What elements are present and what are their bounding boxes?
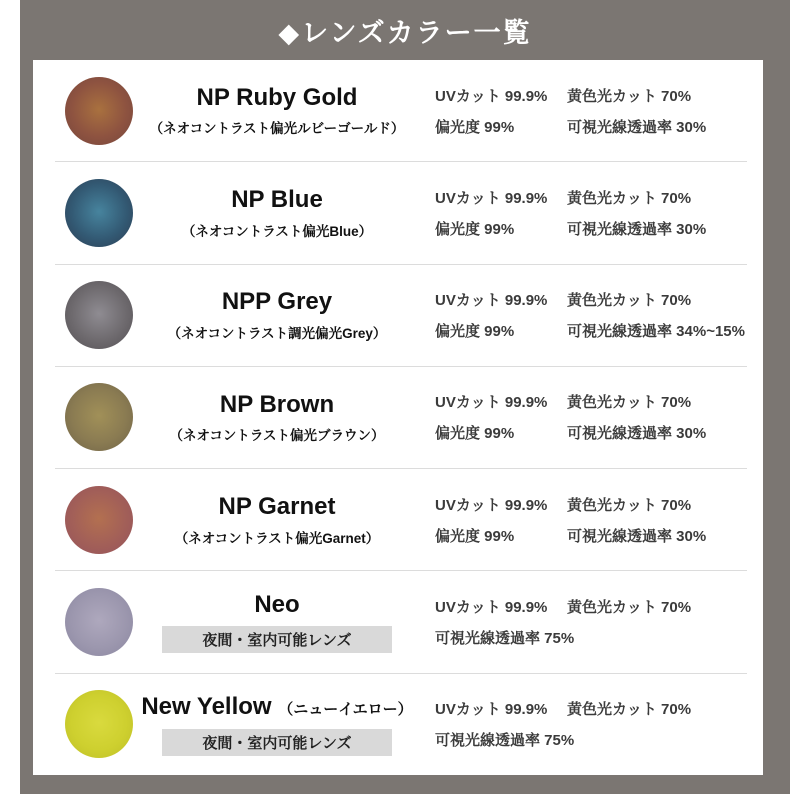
spec-yellow-cut: 黄色光カット 70% <box>567 87 692 105</box>
spec-polarization: 偏光度 99% <box>435 527 515 545</box>
spec-empty <box>567 729 747 750</box>
lens-name-block <box>133 288 421 342</box>
lens-name: NP Ruby Gold <box>196 83 358 111</box>
lens-row-np-brown <box>55 367 747 469</box>
lens-name-block <box>133 591 421 654</box>
spec-uv-cut: UVカット 99.9% <box>435 87 548 105</box>
spec-yellow-cut: 黄色光カット 70% <box>567 496 692 514</box>
night-indoor-badge: 夜間・室内可能レンズ <box>162 729 392 756</box>
page-title: ◆レンズカラー一覧 <box>278 17 532 48</box>
spec-transmittance: 可視光線透過率 30% <box>567 220 707 238</box>
spec-transmittance: 可視光線透過率 30% <box>567 118 707 136</box>
spec-polarization: 偏光度 99% <box>435 323 515 341</box>
spec-transmittance: 可視光線透過率 34%~15% <box>567 323 745 341</box>
lens-subtitle: （ネオコントラスト偏光Garnet） <box>174 530 380 546</box>
lens-row-neo <box>55 571 747 673</box>
spec-yellow-cut: 黄色光カット 70% <box>567 701 692 719</box>
lens-specs <box>421 85 747 137</box>
lens-name: Neo <box>254 590 300 618</box>
spec-yellow-cut: 黄色光カット 70% <box>567 292 692 310</box>
lens-name-block <box>133 391 421 445</box>
lens-row-np-ruby-gold <box>55 60 747 162</box>
lens-subtitle: （ネオコントラスト偏光ルビーゴールド） <box>149 121 405 137</box>
spec-transmittance: 可視光線透過率 75% <box>435 732 575 750</box>
spec-transmittance: 可視光線透過率 30% <box>567 527 707 545</box>
lens-swatch-grey <box>65 281 133 349</box>
night-indoor-badge: 夜間・室内可能レンズ <box>162 626 392 653</box>
lens-swatch-garnet <box>65 486 133 554</box>
spec-uv-cut: UVカット 99.9% <box>435 496 548 514</box>
spec-yellow-cut: 黄色光カット 70% <box>567 599 692 617</box>
lens-row-np-blue <box>55 162 747 264</box>
spec-uv-cut: UVカット 99.9% <box>435 599 548 617</box>
spec-yellow-cut: 黄色光カット 70% <box>567 394 692 412</box>
lens-swatch-blue <box>65 179 133 247</box>
spec-yellow-cut: 黄色光カット 70% <box>567 189 692 207</box>
lens-swatch-brown <box>65 383 133 451</box>
lens-name-text: New Yellow <box>141 693 272 721</box>
lens-specs <box>421 494 747 546</box>
lens-row-new-yellow <box>55 674 747 775</box>
lens-name: NP Brown <box>219 390 335 418</box>
spec-uv-cut: UVカット 99.9% <box>435 701 548 719</box>
spec-polarization: 偏光度 99% <box>435 118 515 136</box>
lens-specs <box>421 698 747 750</box>
lens-name: NP Blue <box>231 186 323 214</box>
lens-swatch-neo <box>65 588 133 656</box>
spec-uv-cut: UVカット 99.9% <box>435 292 548 310</box>
spec-polarization: 偏光度 99% <box>435 220 515 238</box>
lens-swatch-ruby-gold <box>65 77 133 145</box>
lens-name-block <box>133 693 421 756</box>
lens-name: NP Garnet <box>218 492 336 520</box>
lens-subtitle: （ネオコントラスト調光偏光Grey） <box>167 326 387 341</box>
lens-specs <box>421 187 747 239</box>
spec-polarization: 偏光度 99% <box>435 425 515 443</box>
lens-name-block <box>133 186 421 240</box>
spec-uv-cut: UVカット 99.9% <box>435 394 548 412</box>
lens-specs <box>421 596 747 648</box>
lens-name-block <box>133 493 421 547</box>
lens-specs <box>421 289 747 341</box>
spec-transmittance: 可視光線透過率 30% <box>567 425 707 443</box>
lens-name: NPP Grey <box>221 288 333 316</box>
lens-specs <box>421 391 747 443</box>
lens-row-np-garnet <box>55 469 747 571</box>
spec-empty <box>567 627 747 648</box>
lens-name-kana: （ニューイエロー） <box>278 701 413 719</box>
lens-subtitle: （ネオコントラスト偏光ブラウン） <box>169 428 385 444</box>
header <box>20 0 790 60</box>
lens-swatch-new-yellow <box>65 690 133 758</box>
lens-subtitle: （ネオコントラスト偏光Blue） <box>181 223 373 239</box>
lens-name-block <box>133 84 421 138</box>
spec-uv-cut: UVカット 99.9% <box>435 189 548 207</box>
lens-list-card <box>33 60 763 775</box>
lens-name <box>139 693 415 721</box>
lens-row-npp-grey <box>55 265 747 367</box>
spec-transmittance: 可視光線透過率 75% <box>435 630 575 648</box>
